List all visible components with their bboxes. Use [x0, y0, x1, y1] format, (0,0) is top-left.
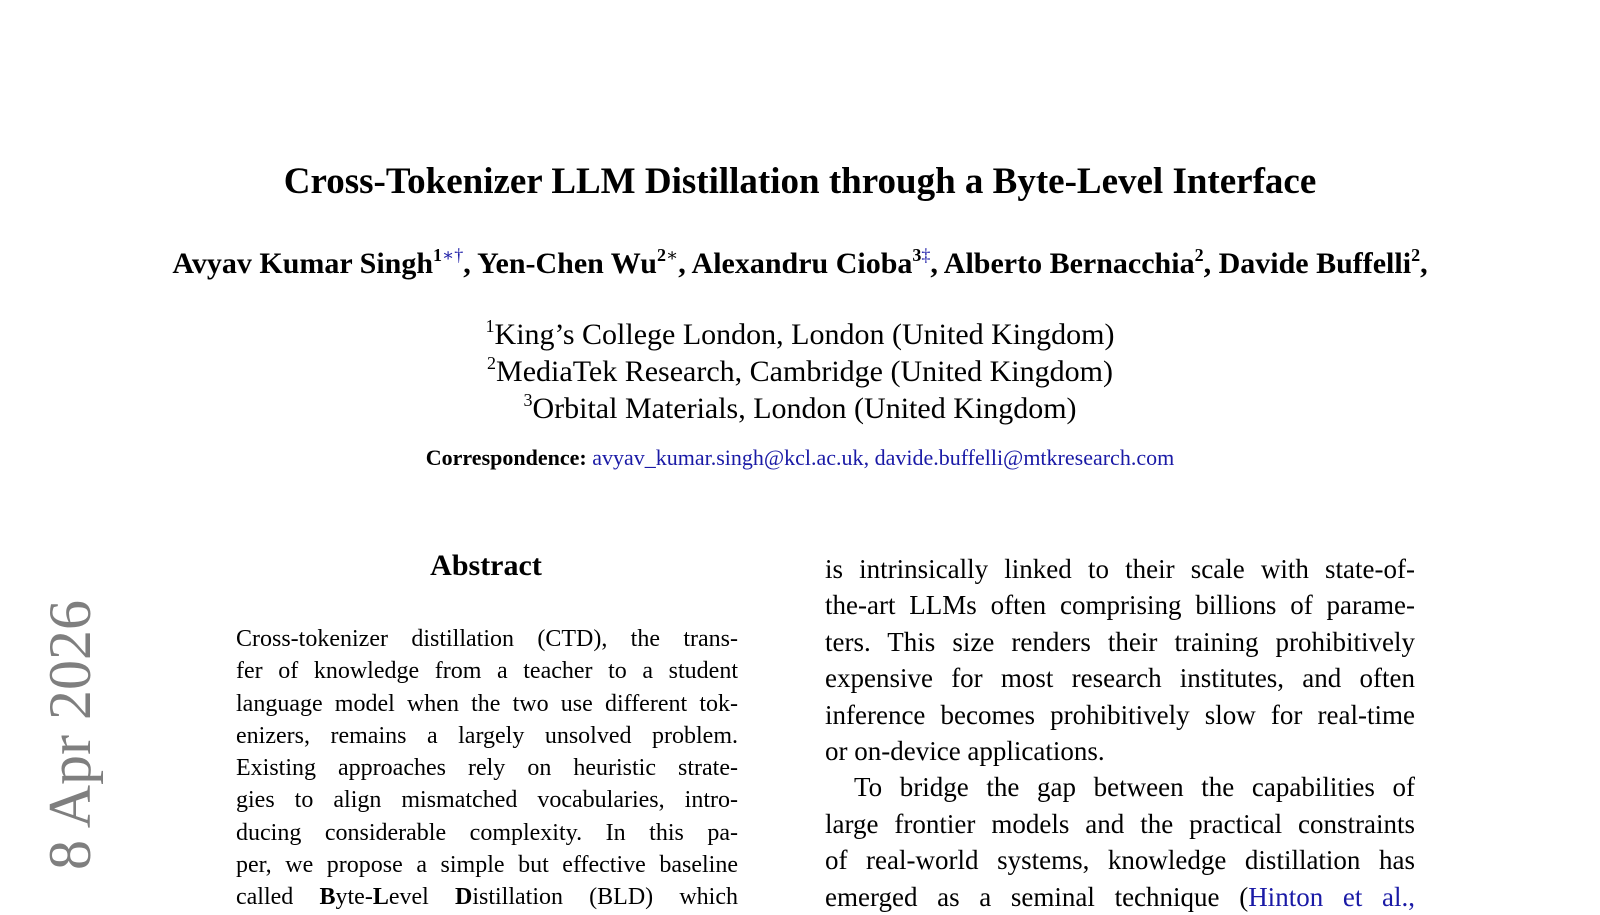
- abstract-line: Cross-tokenizer distillation (CTD), the trans-: [236, 626, 738, 652]
- affiliation-number: 3: [523, 390, 533, 410]
- author-footnote-mark[interactable]: ‡: [921, 245, 931, 265]
- citation-link[interactable]: Hinton et al.,: [1248, 881, 1415, 912]
- email-separator: ,: [863, 445, 875, 470]
- author-name: Yen-Chen Wu: [477, 247, 657, 280]
- correspondence-line: [0, 444, 1600, 472]
- intro-text-column: [825, 551, 1415, 915]
- body-line: large frontier models and the practical constraints: [825, 808, 1415, 839]
- paper-title: Cross-Tokenizer LLM Distillation through a Byte-Level Interface: [283, 161, 1317, 202]
- abstract-line: enizers, remains a largely unsolved problem.: [236, 722, 738, 749]
- affiliation-number: 1: [485, 316, 495, 336]
- body-line: or on-device applications.: [825, 736, 1105, 767]
- email-link-buffelli[interactable]: davide.buffelli@mtkresearch.com: [874, 445, 1175, 470]
- author-affil-marker: 1∗†: [433, 245, 464, 265]
- email-link-singh[interactable]: avyav_kumar.singh@kcl.ac.uk: [592, 445, 864, 470]
- author-name: Avyav Kumar Singh: [172, 247, 434, 280]
- affiliation-text: MediaTek Research, Cambridge (United Kingdom): [496, 355, 1113, 388]
- author-list: Avyav Kumar Singh$^{1∗\dagger}$, Yen-Chen $Wu^{2∗}$, Alexandru Cioba$^{3\ddagger}$, Alberto Bernacchia$^2$, Davide Buffelli$^2$,: [172, 245, 1428, 280]
- affiliation-text: Orbital Materials, London (United Kingdom): [532, 392, 1077, 425]
- author-footnote-mark[interactable]: ∗†: [442, 245, 464, 265]
- affiliation-line: [0, 391, 1600, 427]
- body-line: To bridge the gap between the capabilities of: [854, 772, 1415, 803]
- correspondence-label: Correspondence:: [425, 445, 587, 470]
- affiliation-number: 2: [487, 353, 497, 373]
- abstract-line: per, we propose a simple but effective baseline: [236, 852, 738, 879]
- author-affil-marker: 2∗: [656, 245, 679, 265]
- author-footnote-mark: ∗: [665, 245, 679, 265]
- body-line: the-art LLMs often comprising billions of parame-: [825, 590, 1415, 621]
- author-affil-marker: 2: [1411, 245, 1421, 265]
- body-line: of real-world systems, knowledge distillation has: [825, 845, 1415, 876]
- abstract-heading: Abstract: [430, 549, 542, 582]
- author-name: Davide Buffelli: [1218, 247, 1412, 280]
- arxiv-date-stamp: 8 Apr 2026: [37, 600, 103, 870]
- body-line: ters. This size renders their training prohibitively: [825, 626, 1415, 657]
- author-affil-marker: 2: [1194, 245, 1204, 265]
- abstract-line: language model when the two use different tok-: [236, 690, 738, 717]
- author-name: Alexandru Cioba: [691, 247, 913, 280]
- abstract-line: ducing considerable complexity. In this pa-: [236, 819, 738, 846]
- body-line: emerged as a seminal technique (Hinton et al.,: [825, 881, 1415, 912]
- affiliation-text: King’s College London, London (United Kingdom): [494, 318, 1115, 351]
- abstract-line: gies to align mismatched vocabularies, intro-: [236, 787, 738, 814]
- affiliation-line: [0, 354, 1600, 390]
- author-name: Alberto Bernacchia: [943, 247, 1195, 280]
- abstract-text: [236, 623, 738, 914]
- body-line: expensive for most research institutes, and often: [825, 663, 1415, 694]
- affiliation-line: [0, 317, 1600, 353]
- abstract-line: Existing approaches rely on heuristic strate-: [236, 755, 738, 782]
- author-affil-marker: 3‡: [912, 245, 931, 265]
- abstract-line: called Byte-Level Distillation (BLD) which: [236, 884, 738, 911]
- body-line: is intrinsically linked to their scale with state-of-: [825, 554, 1415, 584]
- abstract-line: fer of knowledge from a teacher to a student: [236, 658, 738, 685]
- body-line: inference becomes prohibitively slow for real-time: [825, 699, 1415, 730]
